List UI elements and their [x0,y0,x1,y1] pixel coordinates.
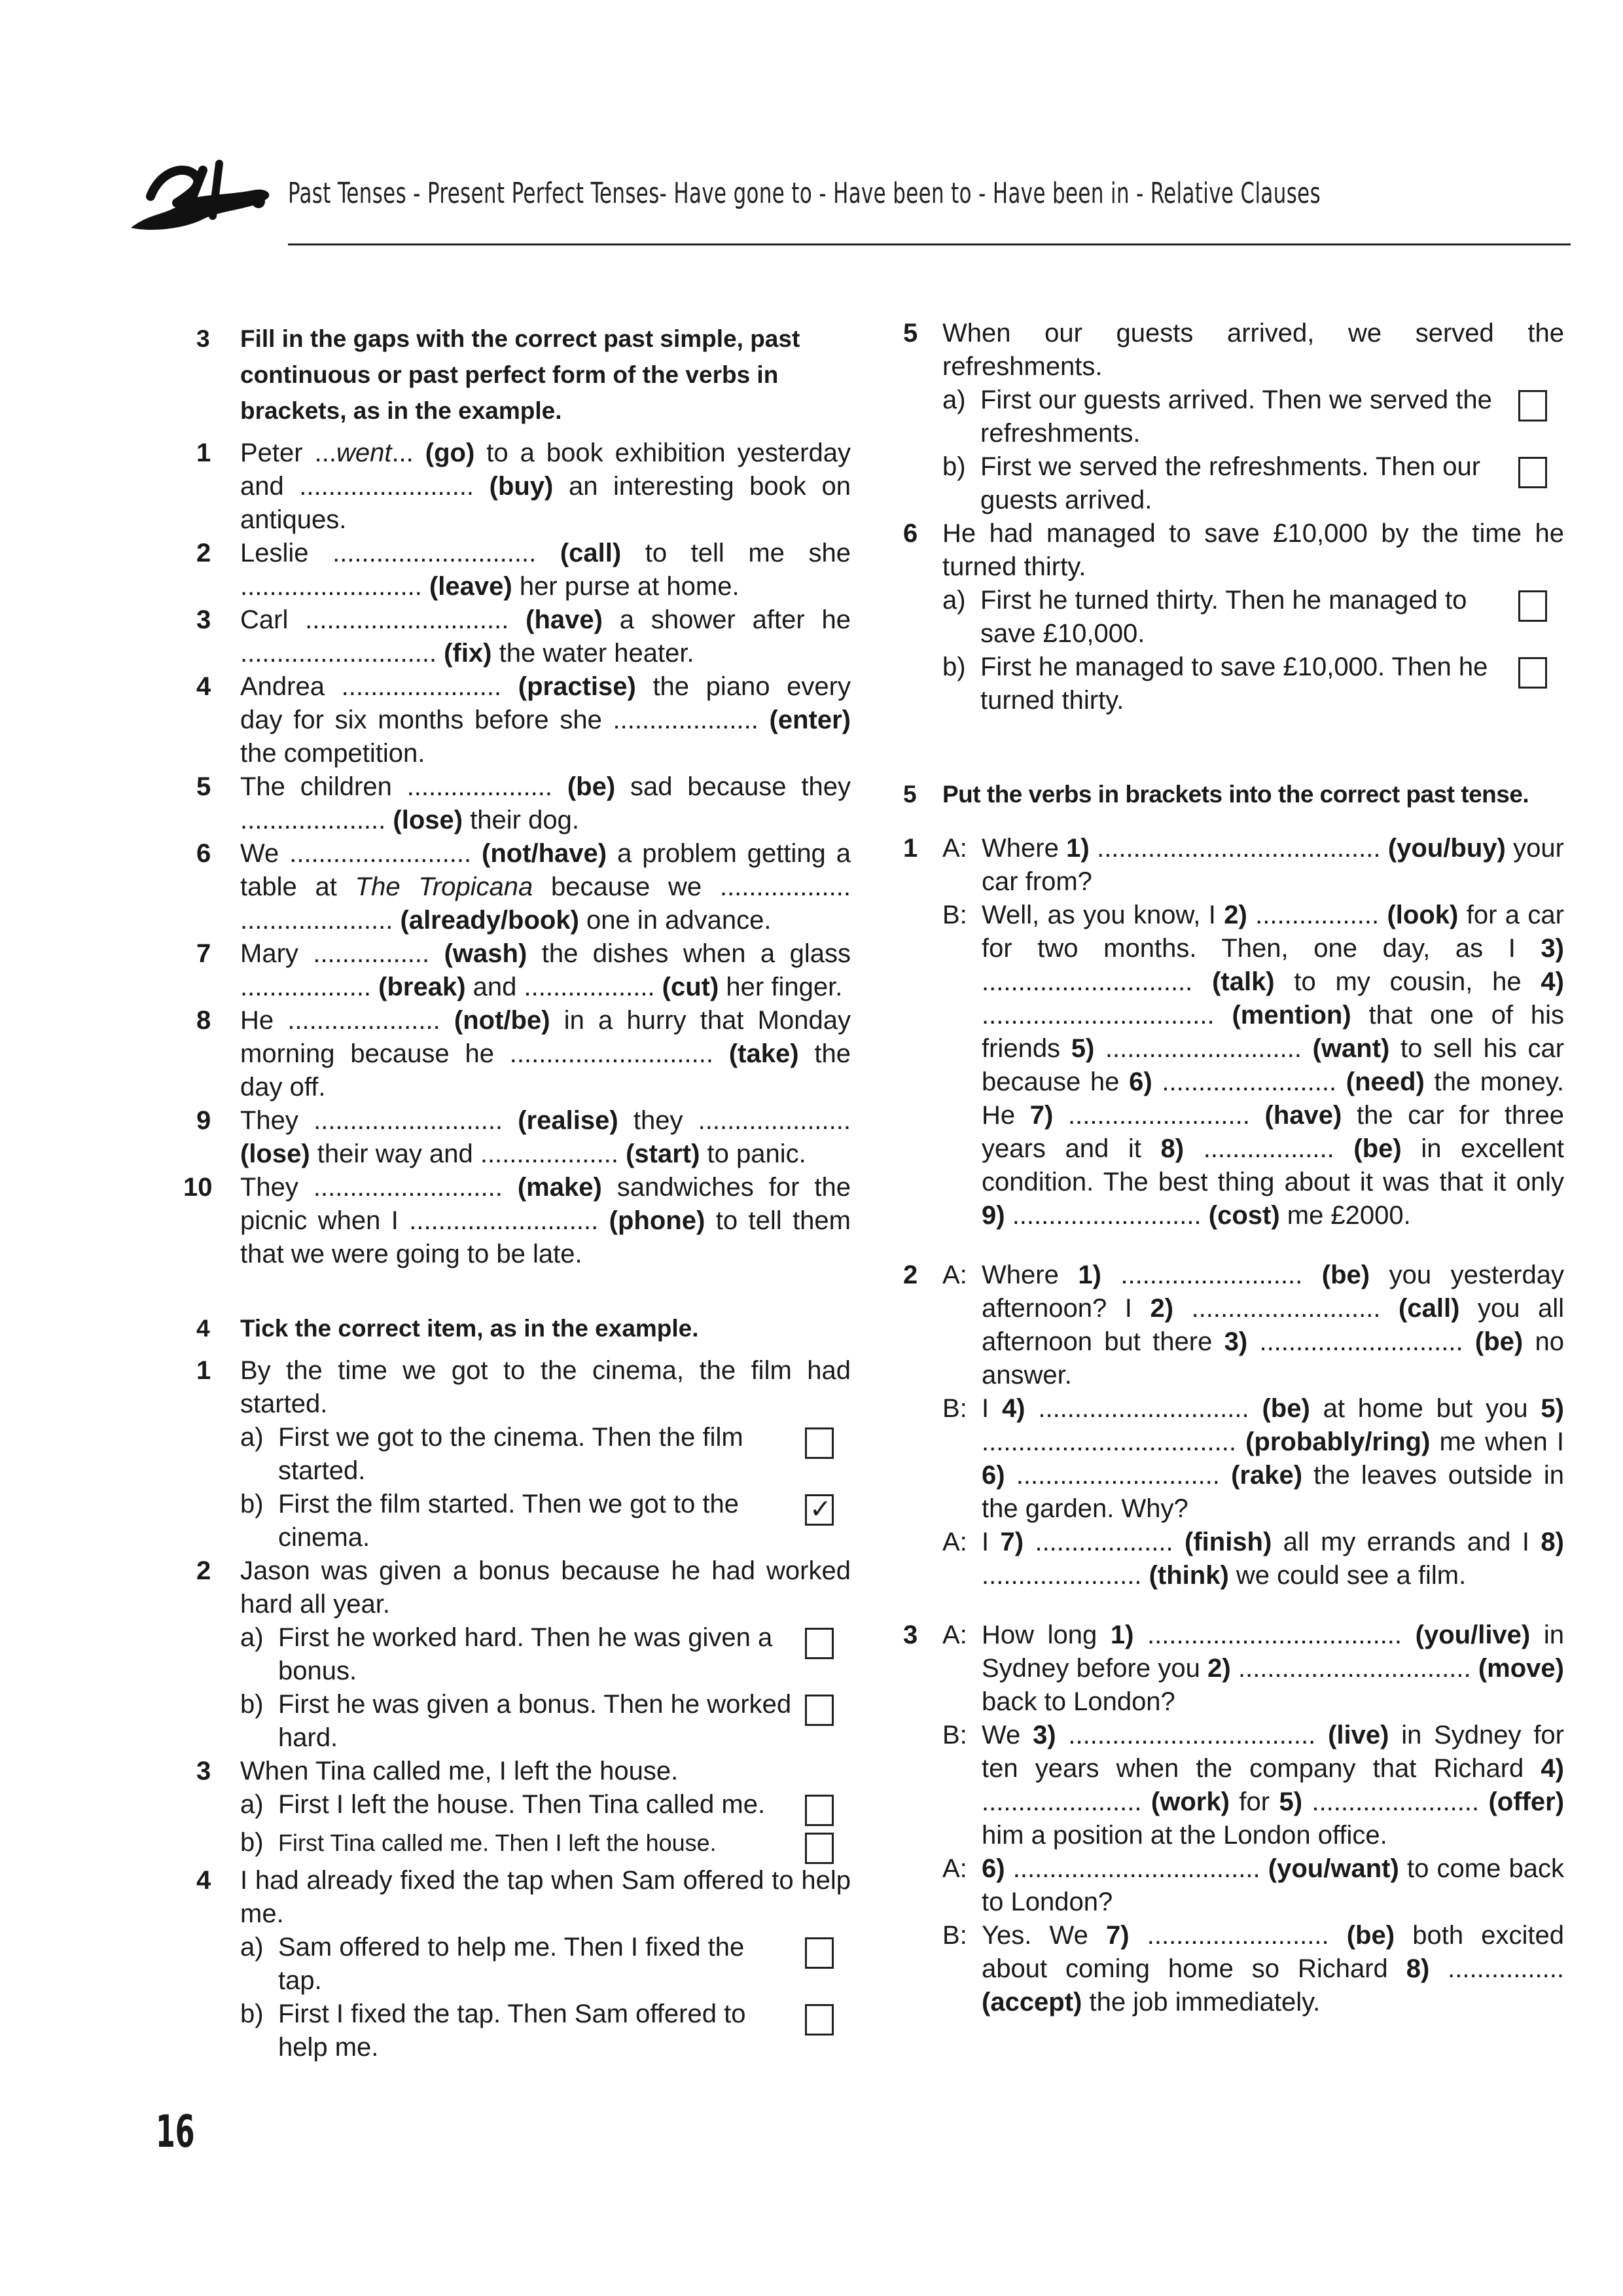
option-a: a) First I left the house. Then Tina called me. [240,1788,851,1826]
option-a: a) Sam offered to help me. Then I fixed the tap. [240,1931,851,1998]
tick-box[interactable] [805,2004,834,2036]
list-item: 4 Andrea ...................... (practise) the piano every day for six months before she .................... (enter) the competition. [196,672,851,768]
list-item: 3 Carl ............................ (have) a shower after he ........................... (fix) the water heater. [196,605,851,668]
option-a: a) First he worked hard. Then he was given a bonus. [240,1621,851,1688]
list-item: 2 Jason was given a bonus because he had worked hard all year. a) First he worked hard. Then he was given a bonus. b) First he was given a bonus. Then he worked hard. [196,1554,851,1755]
tick-box[interactable] [805,1628,834,1659]
option-a: a) First he turned thirty. Then he managed to save £10,000. [942,584,1564,651]
exercise-5-heading: 5 Put the verbs in brackets into the correct past tense. [903,781,1529,808]
page-number: 16 [156,2106,195,2158]
check-mark-icon: ✓ [810,1495,832,1524]
list-item: 6 He had managed to save £10,000 by the time he turned thirty. a) First he turned thirty. Then he managed to save £10,000. b) First he managed to save £10,000. Then he turned thirty. [903,517,1564,717]
list-item: 3 When Tina called me, I left the house. a) First I left the house. Then Tina called me. b) First Tina called me. Then I left the house. [196,1755,851,1864]
option-b: b) First Tina called me. Then I left the house. [240,1826,851,1864]
option-b: b) First he managed to save £10,000. Then he turned thirty. [942,651,1564,717]
exercise-4-continued [903,317,1564,717]
tick-box[interactable] [1518,590,1547,622]
list-item: 1 By the time we got to the cinema, the film had started. a) First we got to the cinema. Then the film started. b) First the film started. Then we got to the cinema. ✓ [196,1354,851,1554]
exercise-3 [183,321,851,1271]
list-item: 10 They .......................... (make) sandwiches for the picnic when I .......................... (phone) to tell them that we were going to be late. [183,1173,851,1268]
tick-box[interactable] [805,1937,834,1969]
list-item: 4 I had already fixed the tap when Sam offered to help me. a) Sam offered to help me. Then I fixed the tap. b) First I fixed the tap. Then Sam offered to help me. [196,1864,851,2064]
list-item: 5 The children .................... (be) sad because they .................... (lose) their dog. [196,772,851,834]
list-item: 1 Peter ...went... (go) to a book exhibition yesterday and ........................ (buy) an interesting book on antiques. [196,439,851,534]
option-b: b) First he was given a bonus. Then he worked hard. [240,1688,851,1755]
tick-box[interactable] [805,1795,834,1826]
page-header [124,131,1571,255]
header-divider [288,243,1571,245]
option-b: b) First I fixed the tap. Then Sam offered to help me. [240,1998,851,2064]
list-item: 1 A: Where 1) ....................................... (you/buy) your car from? B: Well, as you know, I 2) ................. (look) for a car for two months. Then, one day, as I 3) ............................. (talk) to my cousin, he 4) ................................ (mention) that one of his friends 5) ........................... (want) to sell his car because he 6) ........................ (need) the money. He 7) ......................... (have) the car for three years and it 8) .................. (be) in excellent condition. The best thing about it was that it only 9) .......................... (cost) me £2000. [903,834,1565,1230]
option-a: a) First we got to the cinema. Then the film started. [240,1421,851,1488]
option-b: b) First we served the refreshments. Then our guests arrived. [942,450,1564,517]
tick-box[interactable] [805,1427,834,1459]
list-item: 6 We ......................... (not/have) a problem getting a table at The Tropicana because we .................. ..................... (already/book) one in advance. [196,839,851,935]
list-item: 7 Mary ................ (wash) the dishes when a glass .................. (break) and .................. (cut) her finger. [196,939,851,1001]
tick-box[interactable] [805,1494,834,1526]
tick-box[interactable] [1518,390,1547,422]
list-item: 3 A: How long 1) ................................... (you/live) in Sydney before you 2) ................................ (move) back to London? B: We 3) .................................. (live) in Sydney for ten years when the company that Richard 4) ...................... (work) for 5) ....................... (offer) him a position at the London office. A: 6) .................................. (you/want) to come back to London? B: Yes. We 7) ......................... (be) both excited about coming home so Richard 8) ................ (accept) the job immediately. [903,1621,1565,2017]
exercise-4-heading: 4 Tick the correct item, as in the example. [196,1315,699,1342]
tick-box[interactable] [805,1695,834,1726]
list-item: 9 They .......................... (realise) they ..................... (lose) their way and ................... (start) to panic. [196,1106,851,1168]
tick-box[interactable] [1518,657,1547,689]
exercise-5 [903,776,1564,2019]
tick-box[interactable] [1518,457,1547,488]
exercise-4 [196,1310,851,2064]
list-item: 8 He ..................... (not/be) in a hurry that Monday morning because he ............................ (take) the day off. [196,1006,851,1102]
header-title: Past Tenses - Present Perfect Tenses- Have gone to - Have been to - Have been in - Relative Clauses [288,177,1321,210]
right-column [903,317,1564,2058]
left-column [183,321,851,2104]
list-item: 2 Leslie ............................ (call) to tell me she ......................... (leave) her purse at home. [196,539,851,601]
tick-box[interactable] [805,1833,834,1864]
option-a: a) First our guests arrived. Then we served the refreshments. [942,384,1564,450]
list-item: 2 A: Where 1) ......................... (be) you yesterday afternoon? I 2) .......................... (call) you all afternoon but there 3) ............................ (be) no answer. B: I 4) ............................. (be) at home but you 5) ................................... (probably/ring) me when I 6) ............................ (rake) the leaves outside in the garden. Why? A: I 7) ................... (finish) all my errands and I 8) ...................... (think) we could see a film. [903,1261,1564,1590]
exercise-3-heading: 3 Fill in the gaps with the correct past simple, past continuous or past perfect form of the verbs in brackets, as in the example. [196,325,800,424]
section-logo-icon [124,151,275,236]
option-b: b) First the film started. Then we got to the cinema. ✓ [240,1488,851,1554]
list-item: 5 When our guests arrived, we served the refreshments. a) First our guests arrived. Then we served the refreshments. b) First we served the refreshments. Then our guests arrived. [903,317,1564,517]
